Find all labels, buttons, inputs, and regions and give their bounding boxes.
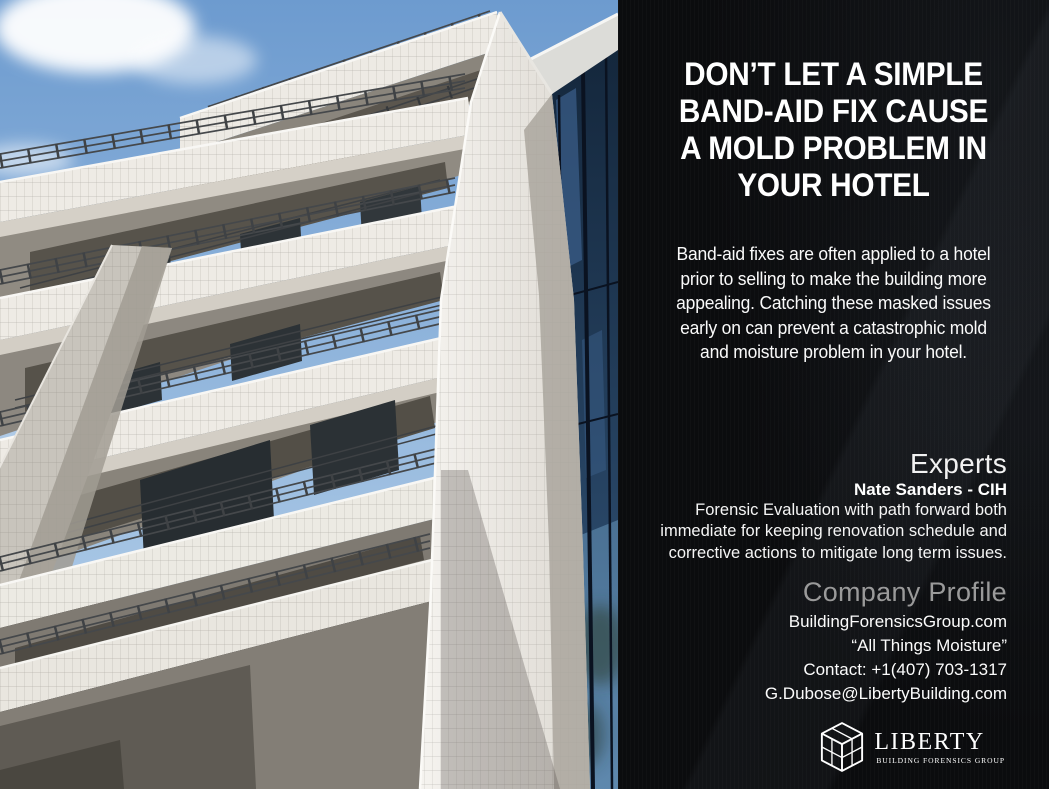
logo-subtitle: BUILDING FORENSICS GROUP [876,755,1005,765]
expert-name: Nate Sanders - CIH [853,479,1007,499]
headline [633,56,1034,204]
intro-line: and moisture problem in your hotel. [700,342,967,363]
experts-section [618,449,1049,565]
logo-text [874,730,1005,765]
intro-line: Band-aid fixes are often applied to a hotel [676,244,991,264]
content-panel [618,0,1049,789]
expert-description-line: corrective actions to mitigate long term issues. [668,543,1007,562]
company-email: G.Dubose@LibertyBuilding.com [764,684,1007,704]
intro-line: prior to selling to make the building more [680,268,987,289]
expert-description-line: immediate for keeping renovation schedule and [660,522,1007,541]
cube-logo-icon [819,721,865,773]
company-profile-heading: Company Profile [802,577,1007,608]
company-profile-section [618,578,1049,706]
company-website: BuildingForensicsGroup.com [788,612,1007,632]
expert-description [618,500,1007,565]
headline-line: A MOLD PROBLEM IN [680,130,987,166]
experts-heading: Experts [909,447,1007,479]
intro-paragraph [624,242,1042,365]
expert-description-line: Forensic Evaluation with path forward both [695,500,1007,519]
company-tagline: “All Things Moisture” [851,636,1007,656]
headline-line: YOUR HOTEL [737,167,930,203]
cloud [133,36,257,84]
liberty-logo [618,721,1049,773]
company-phone: Contact: +1(407) 703-1317 [803,660,1007,680]
intro-line: appealing. Catching these masked issues [676,293,991,314]
headline-line: BAND-AID FIX CAUSE [678,93,989,129]
headline-line: DON’T LET A SIMPLE [684,56,983,92]
intro-line: early on can prevent a catastrophic mold [680,317,987,338]
logo-wordmark: LIBERTY [874,728,985,755]
